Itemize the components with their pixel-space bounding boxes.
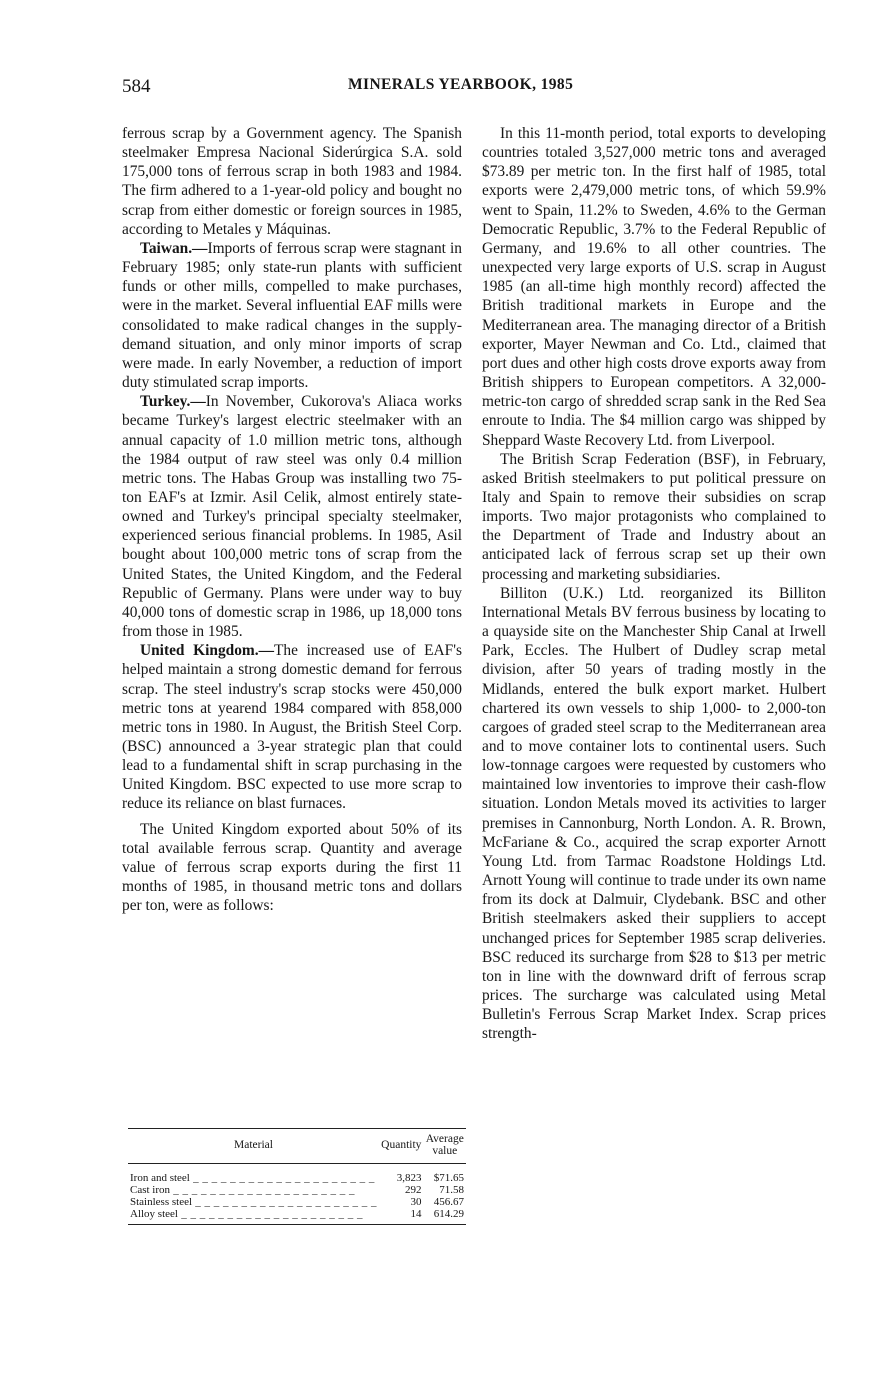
paragraph-exports-detail: In this 11-month period, total exports to developing countries totaled 3,527,000 metric tons and averaged $73.89 per metric ton. In the first half of 1985, total exports were 2,479,000 metric tons, of which 59.9% went to Spain, 11.2% to Sweden, 4.6% to the German Democratic Republic, 3.7% to the Federal Republic of Germany, and 19.6% to all other countries. The unexpected very large exports of U.S. scrap in August 1985 (an all-time high monthly record) affected the British traditional markets in Europe and the Mediterranean area. The managing director of a British exporter, Mayer Newman and Co. Ltd., claimed that port dues and other high costs drove exports away from British shippers to European competitors. A 32,000-metric-ton cargo of shredded scrap sank in the Red Sea enroute to India. The $4 million cargo was shipped by Sheppard Waste Recovery Ltd. from Liverpool. <box>482 125 826 449</box>
cell-value: $71.65 <box>433 1172 464 1184</box>
material-label: Cast iron <box>130 1184 171 1196</box>
paragraph-spain-continued: ferrous scrap by a Government agency. The Spanish steelmaker Empresa Nacional Siderúrgica S.A. sold 175,000 tons of ferrous scrap in both 1983 and 1984. The firm adhered to a 1-year-old policy and bought no scrap from either domestic or foreign sources in 1985, according to Metales y Máquinas. <box>122 125 462 238</box>
material-label: Iron and steel <box>130 1172 190 1184</box>
text-turkey: In November, Cukorova's Aliaca works became Turkey's largest electric steelmaker with an annual capacity of 1.0 million metric tons, although the 1984 output of raw steel was only 0.4 million metric tons. The Habas Group was installing two 75-ton EAF's at Izmir. Asil Celik, almost entirely state-owned and Turkey's principal specialty steelmaker, experienced serious financial problems. In 1985, Asil bought about 100,000 metric tons of scrap from the United States, the United Kingdom, and the Federal Republic of Germany. Plans were under way to buy 40,000 tons of domestic scrap in 1986, up 18,000 tons from those in 1985. <box>122 393 462 641</box>
cell-quantity: 30 <box>410 1196 422 1208</box>
heading-united-kingdom: United Kingdom.— <box>140 642 274 660</box>
header-quantity: Quantity <box>381 1139 422 1151</box>
cell-quantity: 14 <box>410 1208 422 1220</box>
table-row <box>128 1164 466 1185</box>
cell-material <box>128 1196 379 1208</box>
header-material: Material <box>234 1139 273 1151</box>
header-average-value-line1: Average <box>425 1133 464 1145</box>
heading-turkey: Turkey.— <box>140 393 206 411</box>
paragraph-bsf: The British Scrap Federation (BSF), in February, asked British steelmakers to put political pressure on Italy and Spain to remove their subsidies on scrap imports. Two major protagonists who complained to the Department of Trade and Industry about an anticipated lack of ferrous scrap set up their own processing and marketing subsidiaries. <box>482 450 826 583</box>
paragraph-united-kingdom <box>122 641 462 813</box>
table-row <box>128 1208 466 1225</box>
text-united-kingdom: The increased use of EAF's helped maintain a strong domestic demand for ferrous scrap. The steel industry's scrap stocks were 450,000 metric tons at yearend 1984 compared with 858,000 metric tons in 1980. In August, the British Steel Corp. (BSC) announced a 3-year strategic plan that could lead to a fundamental shift in scrap purchasing in the United Kingdom. BSC expected to use more scrap to reduce its reliance on blast furnaces. <box>122 642 462 813</box>
exports-table <box>128 1128 466 1225</box>
paragraph-taiwan <box>122 239 462 392</box>
header-average-value <box>424 1129 466 1164</box>
running-head: MINERALS YEARBOOK, 1985 <box>348 76 574 93</box>
left-column <box>122 124 462 915</box>
text-taiwan: Imports of ferrous scrap were stagnant in February 1985; only state-run plants with sufficient funds or other mills, compelled to make purchases, were in the market. Several influential EAF mills were consolidated to make radical changes in the supply-demand situation, and only minor imports of scrap were made. In early November, a reduction of import duty stimulated scrap imports. <box>122 239 462 392</box>
table-row <box>128 1196 466 1208</box>
leader-dots <box>170 1184 355 1196</box>
cell-value: 456.67 <box>433 1196 464 1208</box>
leader-dots <box>192 1196 377 1208</box>
cell-material <box>128 1184 379 1196</box>
leader-dots <box>190 1172 375 1184</box>
paragraph-billiton: Billiton (U.K.) Ltd. reorganized its Billiton International Metals BV ferrous business by locating to a quayside site on the Manchester Ship Canal at Irwell Park, Eccles. The Hulbert of Dudley scrap metal division, after 50 years of trading mostly in the Midlands, entered the bulk export market. Hulbert chartered its own vessels to ship 1,000- to 2,000-ton cargoes of graded steel scrap to the Mediterranean area and to move container lots to continental users. Such low-tonnage cargoes were requested by customers who maintained low inventories to improve their cash-flow situation. London Metals moved its activities to larger premises in Cannonburg, North London. A. R. Brown, McFariane & Co., acquired the scrap exporter Arnott Young Ltd. from Tarmac Roadstone Holdings Ltd. Arnott Young will continue to trade under its own name from its dock at Dalmuir, Clydebank. BSC and other British steelmakers asked their suppliers to accept unchanged prices for September 1985 scrap deliveries. BSC reduced its surcharge from $28 to $13 per metric ton in line with the downward drift of ferrous scrap prices. The surcharge was calculated using Metal Bulletin's Ferrous Scrap Market Index. Scrap prices strength- <box>482 584 826 1043</box>
table-row <box>128 1184 466 1196</box>
right-column <box>482 124 826 1044</box>
cell-material <box>128 1208 379 1225</box>
heading-taiwan: Taiwan.— <box>140 239 208 257</box>
paragraph-uk-exports: The United Kingdom exported about 50% of its total available ferrous scrap. Quantity and average value of ferrous scrap exports during the first 11 months of 1985, in thousand metric tons and dollars per ton, were as follows: <box>122 820 462 915</box>
cell-material <box>128 1164 379 1185</box>
header-average-value-line2: value <box>432 1145 458 1157</box>
leader-dots <box>178 1208 363 1220</box>
material-label: Alloy steel <box>130 1208 178 1220</box>
table-header-row <box>128 1129 466 1164</box>
cell-quantity: 3,823 <box>396 1172 422 1184</box>
cell-quantity: 292 <box>405 1184 422 1196</box>
paragraph-turkey <box>122 392 462 641</box>
cell-value: 614.29 <box>433 1208 464 1220</box>
cell-value: 71.58 <box>439 1184 464 1196</box>
page-number: 584 <box>122 76 151 97</box>
material-label: Stainless steel <box>130 1196 193 1208</box>
